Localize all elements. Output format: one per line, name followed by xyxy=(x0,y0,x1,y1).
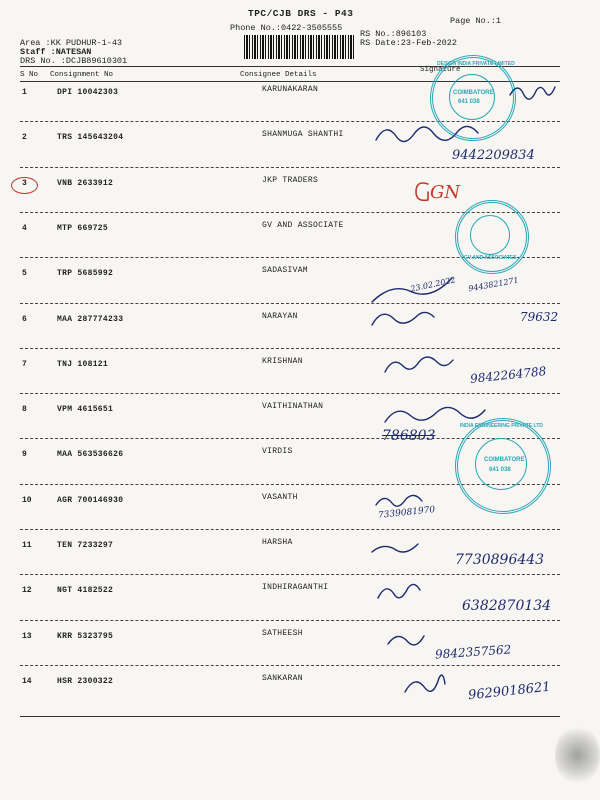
rs-number: RS No.:896103 xyxy=(360,29,427,39)
row-consignment-number: NGT 4182522 xyxy=(57,586,114,595)
row-consignee-name: KARUNAKARAN xyxy=(262,85,319,94)
row-consignment-number: TRS 145643204 xyxy=(57,133,124,142)
row-consignment-number: VPM 4615651 xyxy=(57,405,114,414)
table-bottom-rule xyxy=(20,716,560,717)
column-header-sno: S No xyxy=(20,71,39,79)
area-label: Area :KK PUDHUR-1-43 xyxy=(20,38,123,48)
row-consignee-name: KRISHNAN xyxy=(262,357,303,366)
row-serial-number: 7 xyxy=(22,360,27,369)
phone-number: Phone No.:0422-3505555 xyxy=(230,23,343,33)
handwritten-phone-2: 9442209834 xyxy=(452,148,535,163)
row-consignment-number: HSR 2300322 xyxy=(57,677,114,686)
row-consignee-name: SHANMUGA SHANTHI xyxy=(262,130,344,139)
handwritten-phone-14: 9629018621 xyxy=(467,679,552,704)
row-serial-number: 14 xyxy=(22,677,32,686)
company-stamp-3: INDIA ENGINEERING PRIVATE LTD COIMBATORE 641 038 xyxy=(455,418,551,514)
handwritten-phone-11: 7730896443 xyxy=(455,552,545,568)
row-serial-number: 10 xyxy=(22,496,32,505)
row-serial-number: 1 xyxy=(22,88,27,97)
row-consignment-number: MAA 287774233 xyxy=(57,315,124,324)
handwritten-phone-12: 6382870134 xyxy=(462,598,552,614)
company-stamp-2: GV AND ASSOCIATES xyxy=(455,200,529,274)
row-consignment-number: MAA 563536626 xyxy=(57,450,124,459)
row-consignee-name: HARSHA xyxy=(262,538,293,547)
column-header-signature: Signature xyxy=(420,66,461,74)
row-consignee-name: SANKARAN xyxy=(262,674,303,683)
row-consignee-name: VASANTH xyxy=(262,493,298,502)
row-consignee-name: INDHIRAGANTHI xyxy=(262,583,329,592)
row-serial-number: 3 xyxy=(22,179,27,188)
handwritten-date-5: 23.02.2022 xyxy=(409,275,457,294)
row-consignment-number: TRP 5685992 xyxy=(57,269,114,278)
row-serial-number: 13 xyxy=(22,632,32,641)
row-serial-number: 6 xyxy=(22,315,27,324)
row-consignment-number: TEN 7233297 xyxy=(57,541,114,550)
row-consignment-number: DPI 10042303 xyxy=(57,88,119,97)
row-consignment-number: TNJ 108121 xyxy=(57,360,109,369)
document-title: TPC/CJB DRS - P43 xyxy=(248,8,354,19)
row-serial-number: 12 xyxy=(22,586,32,595)
column-header-consignment: Consignment No xyxy=(50,71,114,79)
rs-date: RS Date:23-Feb-2022 xyxy=(360,38,457,48)
handwritten-note-8: 786803 xyxy=(382,428,436,444)
company-stamp-1: DESIGN INDIA PRIVATE LIMITED COIMBATORE 641 038 xyxy=(430,55,516,141)
drs-number: DRS No. :DCJB89610301 xyxy=(20,56,128,66)
row-consignee-name: JKP TRADERS xyxy=(262,176,319,185)
row-consignment-number: AGR 700146930 xyxy=(57,496,124,505)
handwritten-phone-5: 9443821271 xyxy=(467,275,520,294)
staff-label: Staff :NATESAN xyxy=(20,47,92,57)
row-consignee-name: VAITHINATHAN xyxy=(262,402,324,411)
row-serial-number: 4 xyxy=(22,224,27,233)
page-number: Page No.:1 xyxy=(450,16,502,26)
handwritten-phone-6: 79632 xyxy=(520,310,559,324)
handwritten-phone-10: 7339081970 xyxy=(377,505,436,521)
row-consignment-number: VNB 2633912 xyxy=(57,179,114,188)
row-serial-number: 5 xyxy=(22,269,27,278)
row-consignment-number: KRR 5323795 xyxy=(57,632,114,641)
row-consignee-name: GV AND ASSOCIATE xyxy=(262,221,344,230)
row-serial-number: 11 xyxy=(22,541,32,550)
handwritten-phone-7: 9842264788 xyxy=(469,364,547,386)
handwritten-mark-3: GN xyxy=(430,182,461,203)
row-consignee-name: SATHEESH xyxy=(262,629,303,638)
row-consignee-name: VIRDIS xyxy=(262,447,293,456)
column-header-consignee: Consignee Details xyxy=(240,71,317,79)
row-consignment-number: MTP 669725 xyxy=(57,224,109,233)
handwritten-phone-13: 9842357562 xyxy=(434,642,512,662)
row-serial-number: 8 xyxy=(22,405,27,414)
row-serial-number: 2 xyxy=(22,133,27,142)
row-consignee-name: NARAYAN xyxy=(262,312,298,321)
row-serial-number: 9 xyxy=(22,450,27,459)
row-consignee-name: SADASIVAM xyxy=(262,266,308,275)
